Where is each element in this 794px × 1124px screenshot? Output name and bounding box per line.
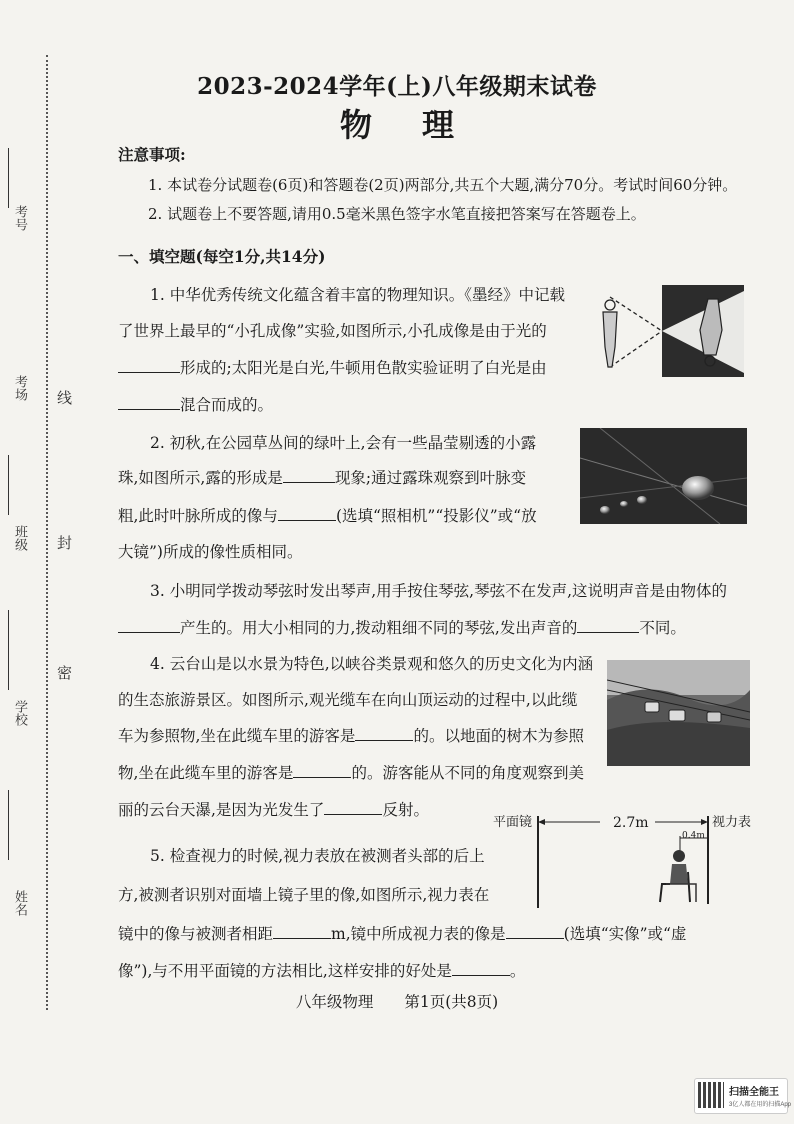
field-label-class: 班级 bbox=[12, 525, 27, 551]
fig-label-small-distance: 0.4m bbox=[682, 831, 705, 841]
field-line-id bbox=[8, 148, 11, 208]
answer-blank[interactable] bbox=[355, 726, 413, 741]
answer-blank[interactable] bbox=[283, 468, 335, 483]
figure-dewdrops-photo bbox=[580, 428, 747, 524]
field-label-school: 学校 bbox=[12, 700, 27, 726]
figure-pinhole-imaging bbox=[590, 285, 750, 381]
q4-line-1: 4. 云台山是以水景为特色,以峡谷类景观和悠久的历史文化为内涵 bbox=[150, 655, 594, 673]
answer-blank[interactable] bbox=[118, 358, 180, 373]
field-line-school bbox=[8, 610, 11, 690]
q2-line-2: 珠,如图所示,露的形成是 现象;通过露珠观察到叶脉变 bbox=[118, 469, 527, 487]
scanner-tagline: 3亿人都在用的扫描App bbox=[729, 1102, 792, 1108]
q3-line-1: 3. 小明同学拨动琴弦时发出琴声,用手按住琴弦,琴弦不在发声,这说明声音是由物体的 bbox=[150, 582, 727, 600]
q4-line-2: 的生态旅游景区。如图所示,观光缆车在向山顶运动的过程中,以此缆 bbox=[118, 691, 578, 709]
answer-blank[interactable] bbox=[293, 763, 351, 778]
q1-line-3: 形成的;太阳光是白光,牛顿用色散实验证明了白光是由 bbox=[118, 358, 547, 378]
field-label-name: 姓名 bbox=[12, 890, 27, 916]
qr-code-icon bbox=[698, 1082, 724, 1108]
field-label-room: 考场 bbox=[12, 375, 27, 401]
seal-char-seal: 封 bbox=[55, 535, 73, 550]
q5-line-1: 5. 检查视力的时候,视力表放在被测者头部的后上 bbox=[150, 847, 485, 865]
field-line-name bbox=[8, 790, 11, 860]
q1-line-2: 了世界上最早的“小孔成像”实验,如图所示,小孔成像是由于光的 bbox=[118, 322, 547, 340]
subject-title: 物理 bbox=[339, 106, 504, 144]
q2-line-4: 大镜”)所成的像性质相同。 bbox=[118, 543, 303, 561]
q3-line-2: 产生的。用大小相同的力,拨动粗细不同的琴弦,发出声音的 不同。 bbox=[118, 618, 686, 638]
answer-blank[interactable] bbox=[324, 800, 382, 815]
scanner-watermark bbox=[694, 1078, 792, 1114]
field-label-id: 考号 bbox=[12, 205, 27, 231]
q5-line-4: 像”),与不用平面镜的方法相比,这样安排的好处是 。 bbox=[118, 962, 526, 980]
q2-line-1: 2. 初秋,在公园草丛间的绿叶上,会有一些晶莹剔透的小露 bbox=[150, 434, 537, 452]
answer-blank[interactable] bbox=[577, 618, 639, 633]
page-footer: 八年级物理 第1页(共8页) bbox=[295, 993, 499, 1011]
notes-heading: 注意事项: bbox=[118, 145, 186, 164]
q4-line-5: 丽的云台天瀑,是因为光发生了 反射。 bbox=[118, 801, 429, 819]
answer-blank[interactable] bbox=[452, 961, 510, 976]
q4-line-3: 车为参照物,坐在此缆车里的游客是 的。以地面的树木为参照 bbox=[118, 727, 584, 745]
fig-label-eye-chart: 视力表 bbox=[712, 815, 752, 830]
answer-blank[interactable] bbox=[506, 924, 564, 939]
section-1-heading: 一、填空题(每空1分,共14分) bbox=[118, 247, 326, 266]
binding-dotted-line bbox=[46, 55, 48, 1010]
answer-blank[interactable] bbox=[118, 618, 180, 633]
q5-line-2: 方,被测者识别对面墙上镜子里的像,如图所示,视力表在 bbox=[118, 886, 490, 904]
notes-item-1: 1. 本试卷分试题卷(6页)和答题卷(2页)两部分,共五个大题,满分70分。考试时间60分钟。 bbox=[148, 176, 738, 194]
seal-char-line: 线 bbox=[55, 390, 73, 405]
q4-line-4: 物,坐在此缆车里的游客是 的。游客能从不同的角度观察到美 bbox=[118, 764, 584, 782]
field-line-class bbox=[8, 455, 11, 515]
fig-label-distance: 2.7m bbox=[613, 815, 649, 831]
scanner-name: 扫描全能王 bbox=[729, 1087, 779, 1098]
q1-line-1: 1. 中华优秀传统文化蕴含着丰富的物理知识。《墨经》中记载 bbox=[150, 286, 565, 304]
q2-line-3: 粗,此时叶脉所成的像与 (选填“照相机”“投影仪”或“放 bbox=[118, 507, 537, 525]
q1-line-4: 混合而成的。 bbox=[118, 395, 273, 415]
exam-title: 2023-2024学年(上)八年级期末试卷 bbox=[197, 73, 597, 100]
answer-blank[interactable] bbox=[278, 506, 336, 521]
fig-label-mirror: 平面镜 bbox=[493, 815, 533, 830]
figure-cable-car-photo bbox=[607, 660, 750, 766]
answer-blank[interactable] bbox=[273, 924, 331, 939]
q5-line-3: 镜中的像与被测者相距 m,镜中所成视力表的像是 (选填“实像”或“虚 bbox=[118, 925, 687, 943]
answer-blank[interactable] bbox=[118, 395, 180, 410]
seal-char-secret: 密 bbox=[55, 665, 73, 680]
notes-item-2: 2. 试题卷上不要答题,请用0.5毫米黑色签字水笔直接把答案写在答题卷上。 bbox=[148, 205, 646, 223]
